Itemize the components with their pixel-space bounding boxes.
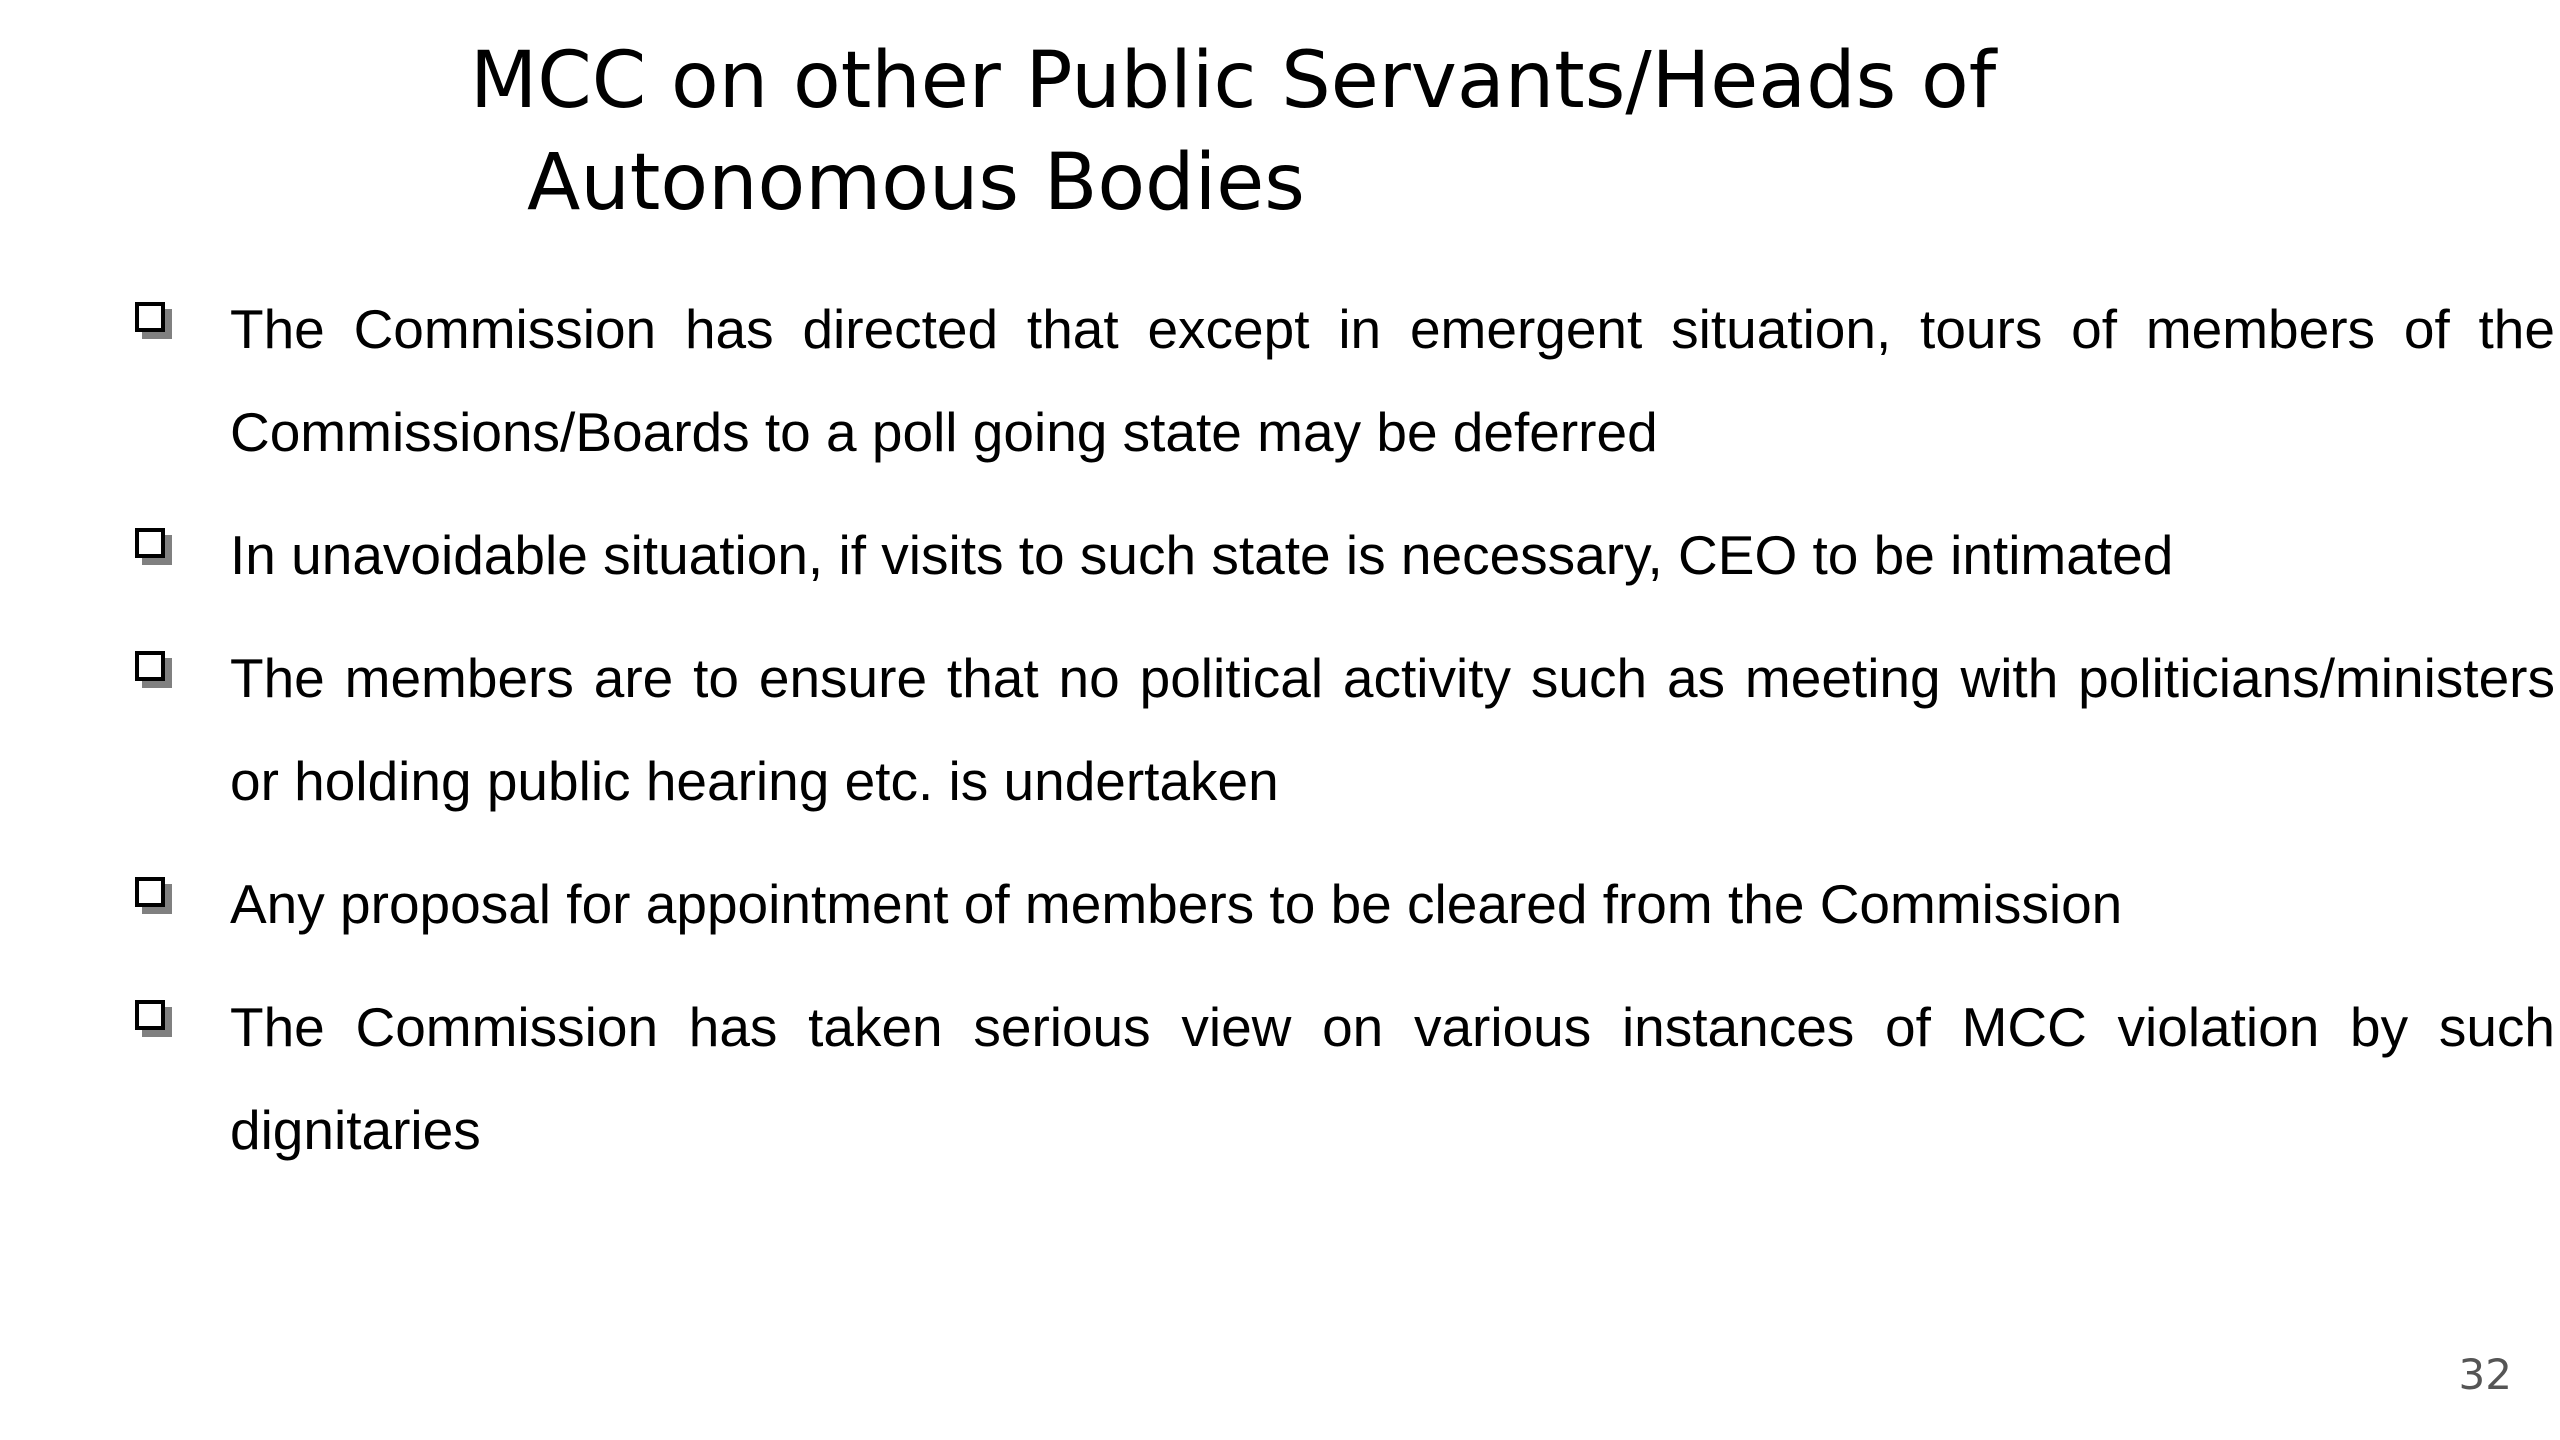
bullet-item [125,627,2555,833]
checkbox-square-icon [135,877,165,907]
bullet-item [125,278,2555,484]
bullet-text: Any proposal for appointment of members to be cleared from the Commission [230,873,2123,935]
bullet-text: In unavoidable situation, if visits to such state is necessary, CEO to be intimated [230,524,2174,586]
bullet-text: The Commission has directed that except in emergent situation, tours of members of the Commissions/Boards to a poll going state may be deferred [230,298,2555,463]
bullet-list [125,278,2555,1202]
bullet-text: The Commission has taken serious view on various instances of MCC violation by such dignitaries [230,996,2555,1161]
slide-title-line-1: MCC on other Public Servants/Heads of [470,36,1997,126]
bullet-item [125,504,2555,607]
checkbox-square-icon [135,302,165,332]
slide-title [470,30,2170,234]
bullet-item [125,853,2555,956]
checkbox-square-icon [135,528,165,558]
page-number: 32 [2458,1350,2512,1399]
bullet-text: The members are to ensure that no political activity such as meeting with politicians/ministers or holding public hearing etc. is undertaken [230,647,2555,812]
checkbox-square-icon [135,1000,165,1030]
bullet-item [125,976,2555,1182]
checkbox-square-icon [135,651,165,681]
slide-title-line-2: Autonomous Bodies [527,138,1305,228]
